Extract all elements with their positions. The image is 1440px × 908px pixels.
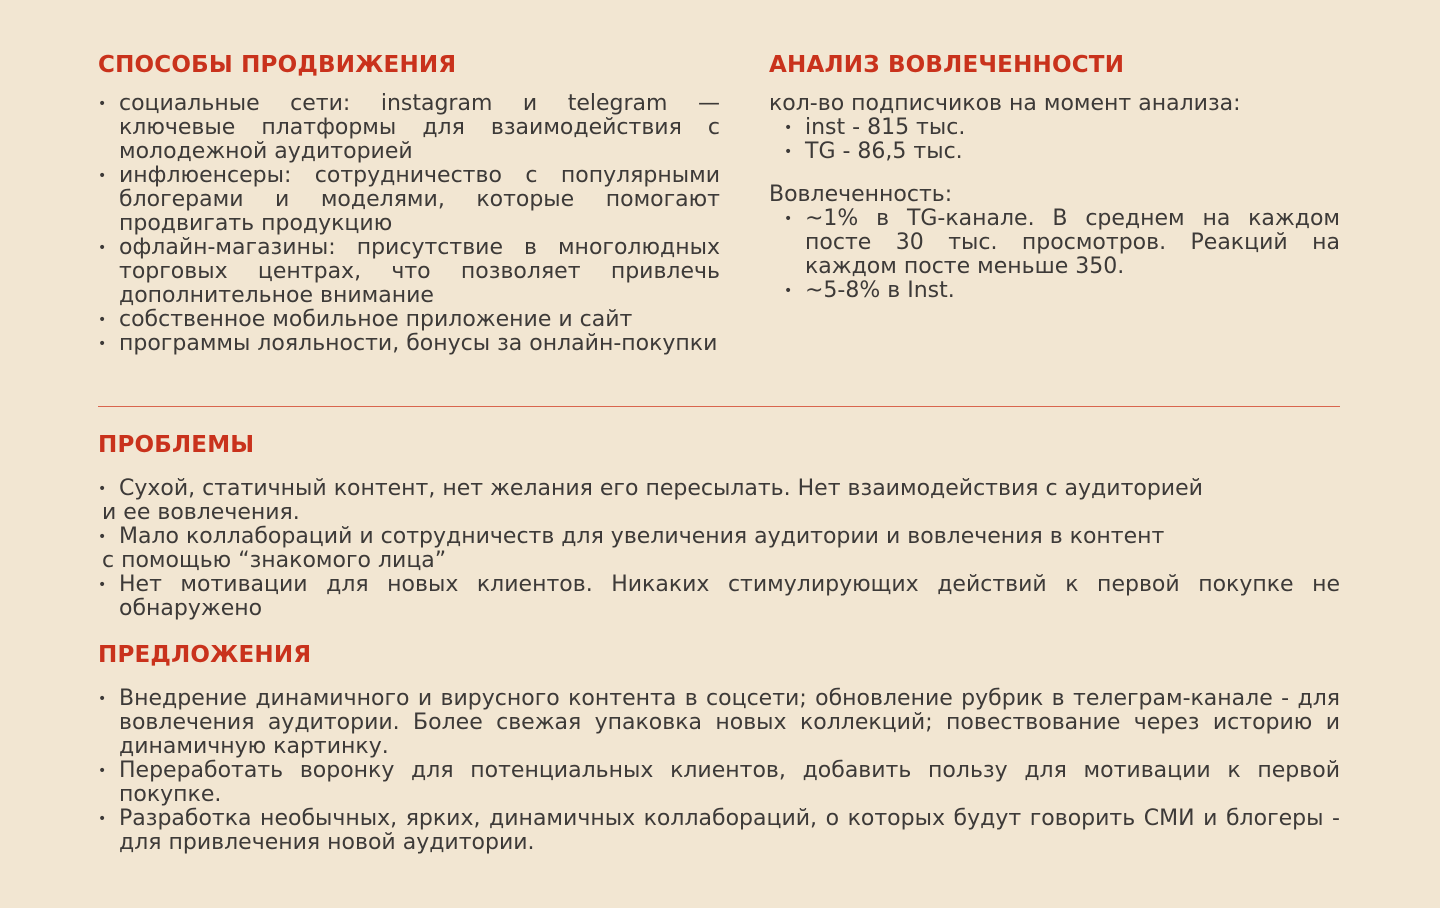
list-item: • Внедрение динамичного и вирусного контента в соцсети; обновление рубрик в телеграм-канале - для вовлечения аудитории. Более свежая упаковка новых коллекций; повествование через историю и динамичную картинку.	[98, 687, 1340, 759]
list-item: • социальные сети: instagram и telegram — ключевые платформы для взаимодействия с молодежной аудиторией	[98, 92, 720, 164]
subscribers-label: кол-во подписчиков на момент анализа:	[769, 91, 1241, 116]
list-item: • Переработать воронку для потенциальных клиентов, добавить пользу для мотивации к первой покупке.	[98, 759, 1340, 807]
problems-list-tail	[98, 573, 1340, 621]
list-item: • инфлюенсеры: сотрудничество с популярными блогерами и моделями, которые помогают продвигать продукцию	[98, 164, 720, 236]
list-item: • собственное мобильное приложение и сайт	[98, 308, 720, 332]
list-item	[98, 525, 1340, 549]
problem-continuation: и ее вовлечения.	[102, 500, 300, 525]
list-item: • ~1% в TG-канале. В среднем на каждом посте 30 тыс. просмотров. Реакций на каждом посте меньше 350.	[784, 207, 1340, 279]
problem-line: Мало коллабораций и сотрудничеств для увеличения аудитории и вовлечения в контент	[119, 524, 1165, 549]
problem-continuation: с помощью “знакомого лица”	[102, 548, 447, 573]
promotion-heading: СПОСОБЫ ПРОДВИЖЕНИЯ	[98, 52, 457, 78]
section-divider	[98, 406, 1340, 407]
bullet-icon: •	[98, 529, 107, 545]
proposals-heading: ПРЕДЛОЖЕНИЯ	[98, 642, 312, 668]
list-item: • Нет мотивации для новых клиентов. Никаких стимулирующих действий к первой покупке не обнаружено	[98, 573, 1340, 621]
problem-line: Сухой, статичный контент, нет желания его пересылать. Нет взаимодействия с аудиторией	[119, 476, 1203, 501]
list-item: • ~5-8% в Inst.	[784, 279, 1340, 303]
list-item: • Разработка необычных, ярких, динамичных коллабораций, о которых будут говорить СМИ и блогеры - для привлечения новой аудитории.	[98, 807, 1340, 855]
list-item: • программы лояльности, бонусы за онлайн-покупки	[98, 332, 720, 356]
bullet-icon: •	[98, 481, 107, 497]
subscribers-list	[784, 116, 1340, 164]
engagement-list	[784, 207, 1340, 303]
engagement-heading: АНАЛИЗ ВОВЛЕЧЕННОСТИ	[769, 52, 1125, 78]
problems-list	[98, 477, 1340, 573]
problems-heading: ПРОБЛЕМЫ	[98, 432, 255, 458]
list-item: • inst - 815 тыс.	[784, 116, 1340, 140]
list-item: • TG - 86,5 тыс.	[784, 140, 1340, 164]
list-item	[98, 477, 1340, 501]
engagement-label: Вовлеченность:	[769, 182, 953, 207]
list-item: • офлайн-магазины: присутствие в многолюдных торговых центрах, что позволяет привлечь дополнительное внимание	[98, 236, 720, 308]
promotion-list	[98, 92, 720, 356]
proposals-list	[98, 687, 1340, 855]
